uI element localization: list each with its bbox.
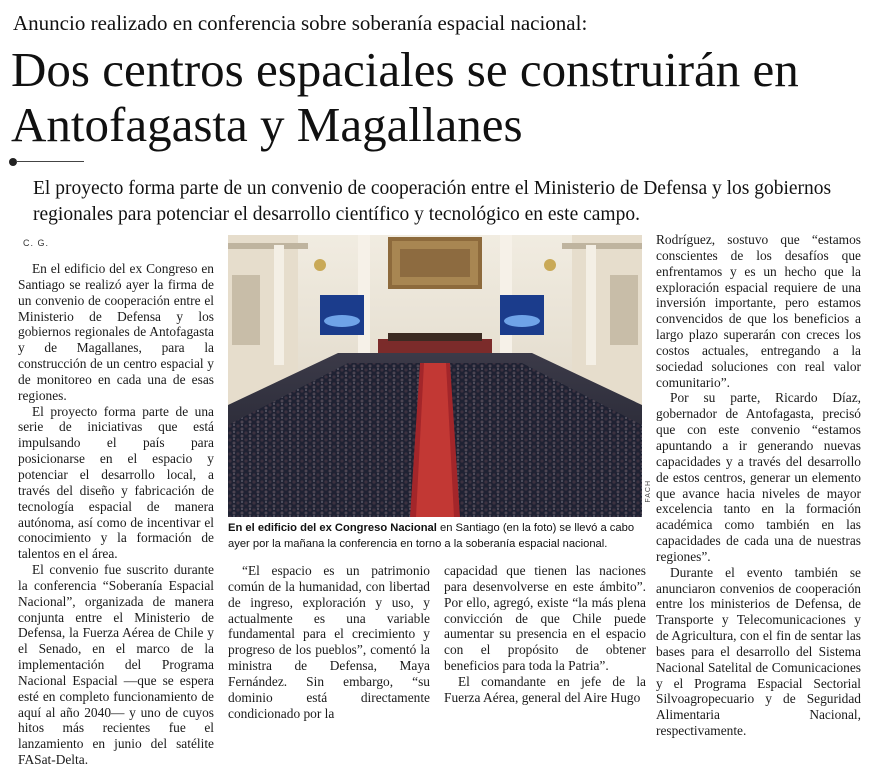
paragraph: “El espacio es un patrimonio común de la humanidad, con libertad de ingreso, exploración y uso, y actualmente es una variable fundamental para el crecimiento y progreso de los pueblos”, comentó la ministra de Defensa, Maya Fernández. Sin embargo, “su dominio está directamente condicionado por la xyxy=(228,563,430,721)
kicker: Anuncio realizado en conferencia sobre soberanía espacial nacional: xyxy=(13,11,588,35)
paragraph: El comandante en jefe de la Fuerza Aérea, general del Aire Hugo xyxy=(444,673,646,705)
caption-lead: En el edificio del ex Congreso Nacional xyxy=(228,522,437,534)
headline: Dos centros espaciales se construirán en Antofagasta y Magallanes xyxy=(11,42,799,152)
body-column-4 xyxy=(656,232,861,739)
byline: C. G. xyxy=(23,238,50,248)
paragraph: Por su parte, Ricardo Díaz, gobernador de Antofagasta, precisó que con este convenio “estamos apuntando a ir generando nuevas capacidades y a través del desarrollo de estos centros, generar un elemento que avance hacia niveles de mayor excelencia tanto en la formación académica como también en las capacidades de cada una de nuestras regiones”. xyxy=(656,390,861,564)
paragraph: El proyecto forma parte de una serie de iniciativas que está impulsando el país para posicionarse en el espacio y potenciar el desarrollo local, a través del diseño y fabricación de tecnología espacial de manera autónoma, así como de incentivar el conocimiento y la formación de talentos en el área. xyxy=(18,403,214,562)
paragraph: Durante el evento también se anunciaron convenios de cooperación entre los ministerios de Defensa, de Transporte y Telecomunicaciones y de Agricultura, con el fin de sentar las bases para el desarrollo del Sistema Nacional Satelital de Comunicaciones y el Programa Espacial Sectorial Silvoagropecuario y de Seguridad Alimentaria Nacional, respectivamente. xyxy=(656,564,861,739)
rule-dot xyxy=(9,158,17,166)
rule-line xyxy=(16,161,84,162)
paragraph: El convenio fue suscrito durante la conferencia “Soberanía Espacial Nacional”, organizada de manera conjunta entre el Ministerio de Defensa, la Fuerza Aérea de Chile y el Senado, en el marco de la implementación del Programa Nacional Espacial —que se espera esté en completo funcionamiento de aquí al año 2040— y uno de cuyos hitos más recientes fue el lanzamiento en junio del satélite FASat-Delta. xyxy=(18,562,214,768)
hall-illustration xyxy=(228,235,642,517)
paragraph: Rodríguez, sostuvo que “estamos conscientes de los desafíos que enfrentamos y es un hecho que la exploración espacial requiere de una inversión importante, pero estamos convencidos de que los beneficios a largo plazo superarán con creces los costos actuales, entregando a la sociedad soluciones con real valor comunitario”. xyxy=(656,232,861,390)
conference-photo xyxy=(228,235,642,517)
photo-caption xyxy=(228,520,648,552)
paragraph: En el edificio del ex Congreso en Santiago se realizó ayer la firma de un convenio de cooperación entre el Ministerio de Defensa y los gobiernos regionales de Antofagasta y de Magallanes, para la construcción de un centro espacial y de monitoreo en cada una de esas regiones. xyxy=(18,261,214,403)
caption-text: en Santiago (en la foto) se llevó a cabo ayer por la mañana la conferencia en torno a la soberanía espacial nacional. xyxy=(228,522,635,550)
subtitle: El proyecto forma parte de un convenio de cooperación entre el Ministerio de Defensa y los gobiernos regionales para potenciar el desarrollo científico y tecnológico en este campo. xyxy=(33,178,832,225)
body-column-2 xyxy=(228,563,430,721)
photo-credit: FACH xyxy=(645,480,652,503)
paragraph: capacidad que tienen las naciones para desenvolverse en este ámbito”. Por ello, agregó, existe “la más plena convicción de que Chile puede aumentar su presencia en el espacio con el propósito de obtener beneficios para toda la Patria”. xyxy=(444,563,646,674)
body-column-1 xyxy=(18,261,214,768)
body-column-3 xyxy=(444,563,646,706)
